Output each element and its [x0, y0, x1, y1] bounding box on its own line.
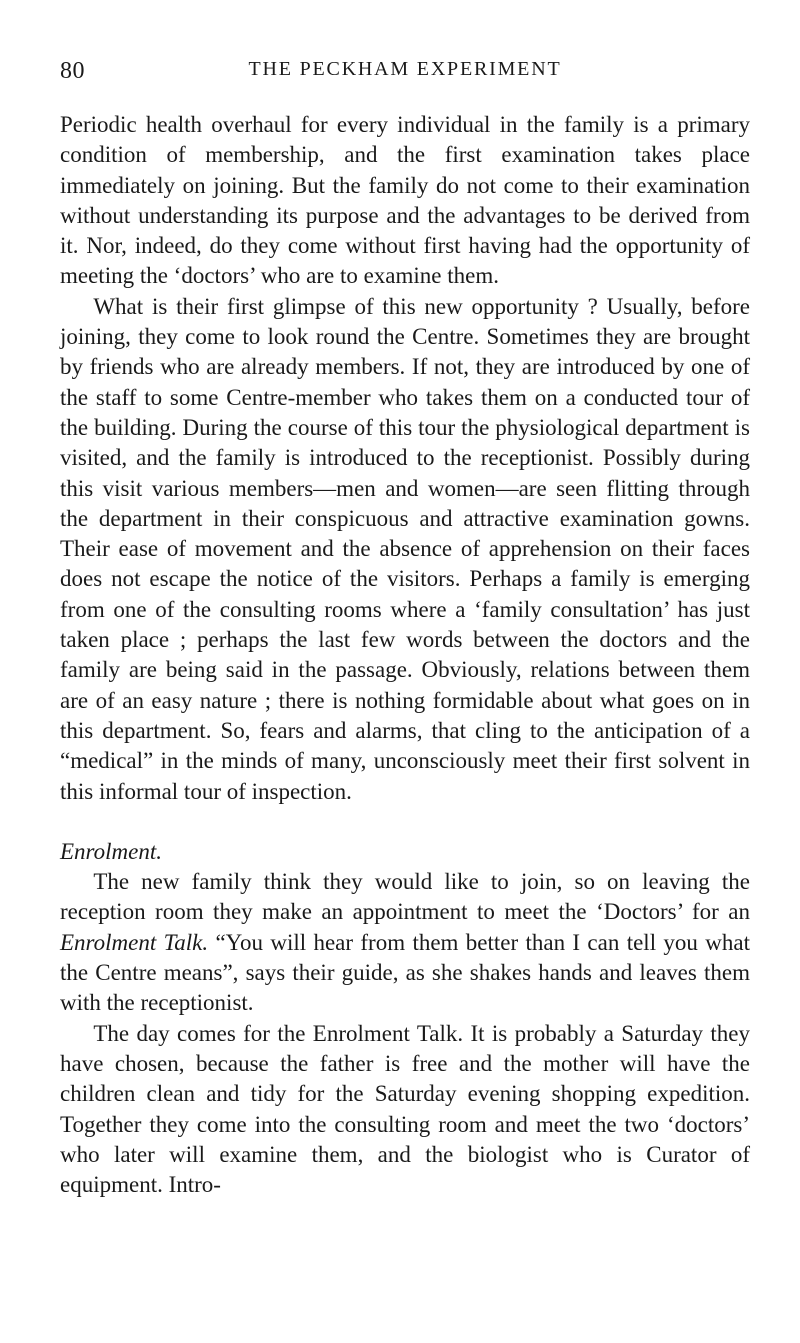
section-gap: [60, 807, 750, 837]
body-text: [60, 110, 750, 1200]
paragraph-4: The day comes for the Enrolment Talk. It is probably a Saturday they have chosen, because the father is free and the mother will have the children clean and tidy for the Saturday evening shopping expedition. Together they come into the consulting room and meet the two ‘doctors’ who later will examine them, and the biologist who is Curator of equipment. Intro-: [60, 1020, 750, 1198]
paragraph-2: What is their first glimpse of this new opportunity ? Usually, before joining, they come to look round the Centre. Sometimes they are brought by friends who are already members. If not, they are introduced by one of the staff to some Centre-member who takes them on a conducted tour of the building. During the course of this tour the physiological department is visited, and the family is introduced to the receptionist. Possibly during this visit various members—men and women—are seen flitting through the department in their conspicuous and attractive examination gowns. Their ease of movement and the absence of apprehension on their faces does not escape the notice of the visitors. Perhaps a family is emerging from one of the consulting rooms where a ‘family consultation’ has just taken place ; perhaps the last few words between the doctors and the family are being said in the passage. Obviously, relations between them are of an easy nature ; there is nothing formidable about what goes on in this department. So, fears and alarms, that cling to the anticipation of a “medical” in the minds of many, unconsciously meet their first solvent in this informal tour of inspection.: [60, 293, 750, 804]
paragraph-3-text-a: The new family think they would like to join, so on leaving the reception room they make an appointment to meet the ‘Doctors’ for an: [60, 869, 750, 925]
section-heading-enrolment: Enrolment.: [60, 838, 162, 864]
enrolment-talk-title: Enrolment Talk.: [60, 929, 209, 955]
paragraph-3-text-b: “You will hear from them better than I can tell you what the Centre means”, says their guide, as she shakes hands and leaves them with the receptionist.: [60, 929, 750, 1016]
page-number: 80: [60, 58, 85, 84]
paragraph-1: Periodic health overhaul for every individual in the family is a primary condition of membership, and the first examination takes place immediately on joining. But the family do not come to their examination without understanding its purpose and the advantages to be derived from it. Nor, indeed, do they come without first having had the opportunity of meeting the ‘doctors’ who are to examine them.: [60, 112, 750, 289]
running-head: [60, 58, 750, 92]
running-title: THE PECKHAM EXPERIMENT: [248, 58, 562, 80]
paragraph-3: [60, 867, 750, 1018]
